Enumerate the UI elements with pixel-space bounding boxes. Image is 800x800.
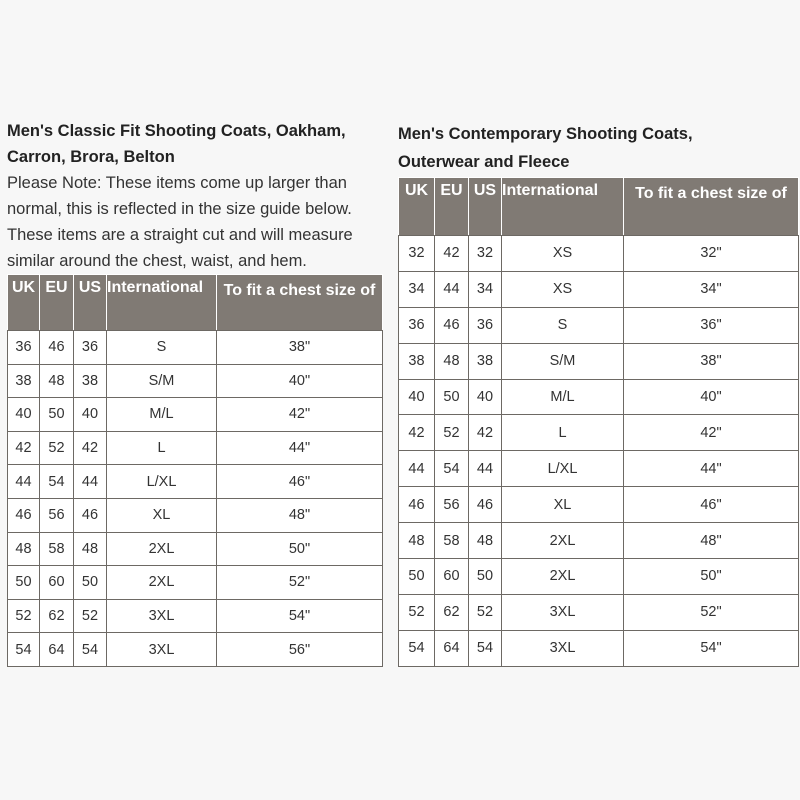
eu-size-cell: 48 [435,343,469,379]
chest-size-cell: 48" [624,523,799,559]
us-size-cell: 42 [469,415,502,451]
us-size-cell: 54 [74,633,107,667]
classic-fit-section [7,118,383,667]
uk-size-cell: 46 [399,487,435,523]
note-line: Please Note: These items come up larger than [7,174,347,192]
note-line: These items are a straight cut and will measure [7,226,353,244]
eu-size-cell: 48 [40,364,74,398]
international-size-cell: 2XL [502,559,624,595]
uk-size-cell: 54 [399,630,435,666]
international-size-cell: 3XL [107,599,217,633]
chest-size-cell: 54" [217,599,383,633]
us-size-cell: 36 [74,331,107,365]
international-size-cell: XS [502,271,624,307]
header-chest-size-label: To fit a chest size of [223,282,376,299]
uk-size-cell: 40 [399,379,435,415]
uk-size-cell: 50 [8,566,40,600]
table-row [399,271,799,307]
uk-size-cell: 44 [399,451,435,487]
international-size-cell: 3XL [502,630,624,666]
table-row [399,379,799,415]
chest-size-cell: 42" [217,398,383,432]
table-row [399,343,799,379]
table-header-row [8,275,383,331]
eu-size-cell: 64 [40,633,74,667]
table-row [399,523,799,559]
uk-size-cell: 38 [399,343,435,379]
uk-size-cell: 36 [8,331,40,365]
classic-fit-title [7,118,383,170]
international-size-cell: S [502,307,624,343]
chest-size-cell: 56" [217,633,383,667]
table-row [8,599,383,633]
eu-size-cell: 58 [40,532,74,566]
uk-size-cell: 42 [399,415,435,451]
chest-size-cell: 52" [217,566,383,600]
uk-size-cell: 40 [8,398,40,432]
international-size-cell: XL [502,487,624,523]
chest-size-cell: 38" [217,331,383,365]
header-uk: UK [8,275,40,331]
table-row [399,487,799,523]
uk-size-cell: 52 [399,594,435,630]
international-size-cell: 3XL [107,633,217,667]
eu-size-cell: 58 [435,523,469,559]
uk-size-cell: 42 [8,431,40,465]
international-size-cell: L/XL [502,451,624,487]
header-us: US [74,275,107,331]
table-row [8,465,383,499]
us-size-cell: 38 [74,364,107,398]
eu-size-cell: 64 [435,630,469,666]
chest-size-cell: 32" [624,236,799,272]
eu-size-cell: 42 [435,236,469,272]
chest-size-cell: 50" [217,532,383,566]
us-size-cell: 40 [74,398,107,432]
uk-size-cell: 46 [8,498,40,532]
eu-size-cell: 62 [40,599,74,633]
international-size-cell: 3XL [502,594,624,630]
international-size-cell: M/L [107,398,217,432]
header-international: International [502,178,624,236]
international-size-cell: M/L [502,379,624,415]
table-row [399,307,799,343]
uk-size-cell: 48 [8,532,40,566]
chest-size-cell: 42" [624,415,799,451]
chest-size-cell: 46" [217,465,383,499]
international-size-cell: 2XL [107,566,217,600]
eu-size-cell: 46 [40,331,74,365]
contemporary-section [398,120,799,667]
table-row [8,398,383,432]
international-size-cell: L [502,415,624,451]
eu-size-cell: 52 [435,415,469,451]
header-chest-size [624,178,799,236]
us-size-cell: 48 [74,532,107,566]
chest-size-cell: 52" [624,594,799,630]
us-size-cell: 54 [469,630,502,666]
international-size-cell: S [107,331,217,365]
chest-size-cell: 40" [624,379,799,415]
contemporary-size-table [398,177,799,667]
header-international: International [107,275,217,331]
table-row [399,630,799,666]
eu-size-cell: 54 [40,465,74,499]
eu-size-cell: 46 [435,307,469,343]
classic-fit-title-line: Carron, Brora, Belton [7,148,175,166]
classic-fit-size-table [7,274,383,667]
eu-size-cell: 50 [435,379,469,415]
eu-size-cell: 56 [40,498,74,532]
us-size-cell: 32 [469,236,502,272]
us-size-cell: 50 [469,559,502,595]
uk-size-cell: 52 [8,599,40,633]
note-line: normal, this is reflected in the size guide below. [7,200,352,218]
chest-size-cell: 34" [624,271,799,307]
eu-size-cell: 60 [435,559,469,595]
contemporary-rows [399,236,799,667]
international-size-cell: L [107,431,217,465]
table-row [399,415,799,451]
contemporary-title-line: Outerwear and Fleece [398,153,570,171]
international-size-cell: S/M [107,364,217,398]
chest-size-cell: 50" [624,559,799,595]
international-size-cell: 2XL [502,523,624,559]
international-size-cell: XS [502,236,624,272]
international-size-cell: XL [107,498,217,532]
table-row [8,364,383,398]
international-size-cell: L/XL [107,465,217,499]
uk-size-cell: 48 [399,523,435,559]
header-uk: UK [399,178,435,236]
table-row [8,532,383,566]
us-size-cell: 50 [74,566,107,600]
header-eu: EU [40,275,74,331]
chest-size-cell: 54" [624,630,799,666]
eu-size-cell: 60 [40,566,74,600]
note-line: similar around the chest, waist, and hem. [7,252,307,270]
international-size-cell: S/M [502,343,624,379]
uk-size-cell: 34 [399,271,435,307]
us-size-cell: 36 [469,307,502,343]
us-size-cell: 44 [469,451,502,487]
contemporary-title [398,120,799,176]
chest-size-cell: 36" [624,307,799,343]
table-row [8,566,383,600]
table-row [399,236,799,272]
table-row [8,431,383,465]
uk-size-cell: 36 [399,307,435,343]
eu-size-cell: 50 [40,398,74,432]
header-chest-size [217,275,383,331]
eu-size-cell: 56 [435,487,469,523]
table-header-row [399,178,799,236]
eu-size-cell: 44 [435,271,469,307]
eu-size-cell: 52 [40,431,74,465]
table-row [8,498,383,532]
us-size-cell: 42 [74,431,107,465]
uk-size-cell: 32 [399,236,435,272]
uk-size-cell: 50 [399,559,435,595]
uk-size-cell: 38 [8,364,40,398]
chest-size-cell: 44" [624,451,799,487]
table-row [399,559,799,595]
eu-size-cell: 62 [435,594,469,630]
classic-fit-title-line: Men's Classic Fit Shooting Coats, Oakham, [7,122,346,140]
chest-size-cell: 48" [217,498,383,532]
uk-size-cell: 54 [8,633,40,667]
table-row [399,594,799,630]
header-eu: EU [435,178,469,236]
header-chest-size-label: To fit a chest size of [635,185,787,202]
international-size-cell: 2XL [107,532,217,566]
us-size-cell: 48 [469,523,502,559]
eu-size-cell: 54 [435,451,469,487]
chest-size-cell: 46" [624,487,799,523]
us-size-cell: 52 [74,599,107,633]
us-size-cell: 40 [469,379,502,415]
table-row [8,633,383,667]
us-size-cell: 46 [469,487,502,523]
classic-fit-rows [8,331,383,667]
us-size-cell: 44 [74,465,107,499]
us-size-cell: 46 [74,498,107,532]
us-size-cell: 38 [469,343,502,379]
chest-size-cell: 38" [624,343,799,379]
us-size-cell: 52 [469,594,502,630]
uk-size-cell: 44 [8,465,40,499]
chest-size-cell: 44" [217,431,383,465]
header-us: US [469,178,502,236]
classic-fit-note [7,170,383,274]
table-row [8,331,383,365]
us-size-cell: 34 [469,271,502,307]
contemporary-title-line: Men's Contemporary Shooting Coats, [398,125,693,143]
table-row [399,451,799,487]
chest-size-cell: 40" [217,364,383,398]
